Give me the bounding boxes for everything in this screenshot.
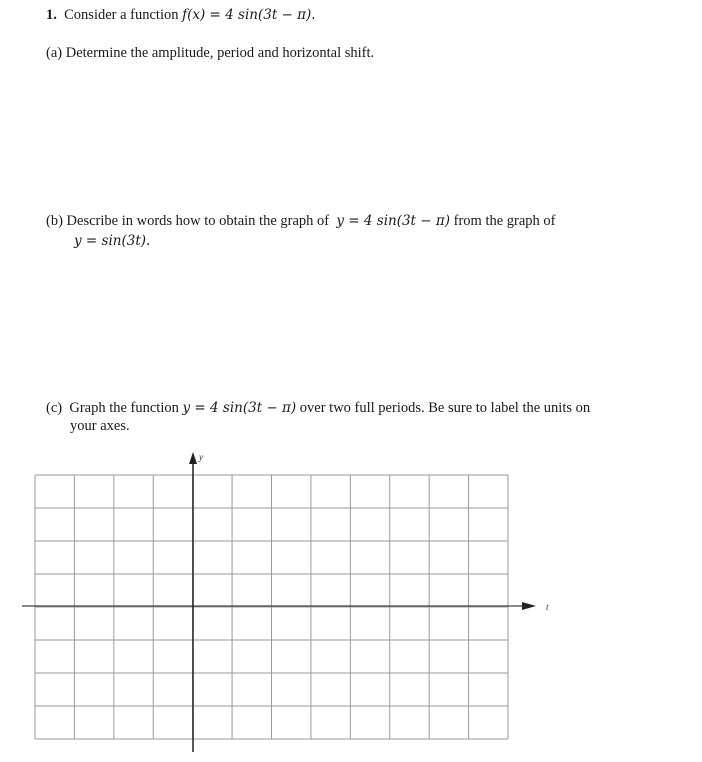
part-b-expression-1: y = 4 sin(3t − π) bbox=[336, 213, 451, 229]
function-expression: f(x) = 4 sin(3t − π). bbox=[182, 7, 316, 23]
part-a-label: (a) bbox=[46, 45, 63, 61]
x-axis-arrow-icon bbox=[522, 602, 536, 610]
problem-intro: Consider a function bbox=[64, 7, 179, 23]
y-axis-label: y bbox=[199, 452, 203, 462]
part-c-label: (c) bbox=[46, 400, 63, 416]
problem-number: 1. bbox=[46, 7, 57, 23]
part-b-text-middle: from the graph of bbox=[453, 213, 556, 229]
part-b-label: (b) bbox=[46, 213, 63, 229]
part-c-text-line2: your axes. bbox=[70, 418, 130, 434]
part-c-expression: y = 4 sin(3t − π) bbox=[182, 400, 297, 416]
y-axis-arrow-icon bbox=[189, 452, 197, 464]
part-b-text-before: Describe in words how to obtain the graph of bbox=[66, 213, 330, 229]
x-axis-label: t bbox=[546, 602, 549, 612]
grid-lines bbox=[35, 475, 508, 739]
part-a-text: Determine the amplitude, period and horizontal shift. bbox=[65, 45, 375, 61]
part-b-expression-2: y = sin(3t). bbox=[74, 233, 151, 249]
part-c-text-before: Graph the function bbox=[69, 400, 179, 416]
part-c-text-after: over two full periods. Be sure to label the units on bbox=[299, 400, 591, 416]
